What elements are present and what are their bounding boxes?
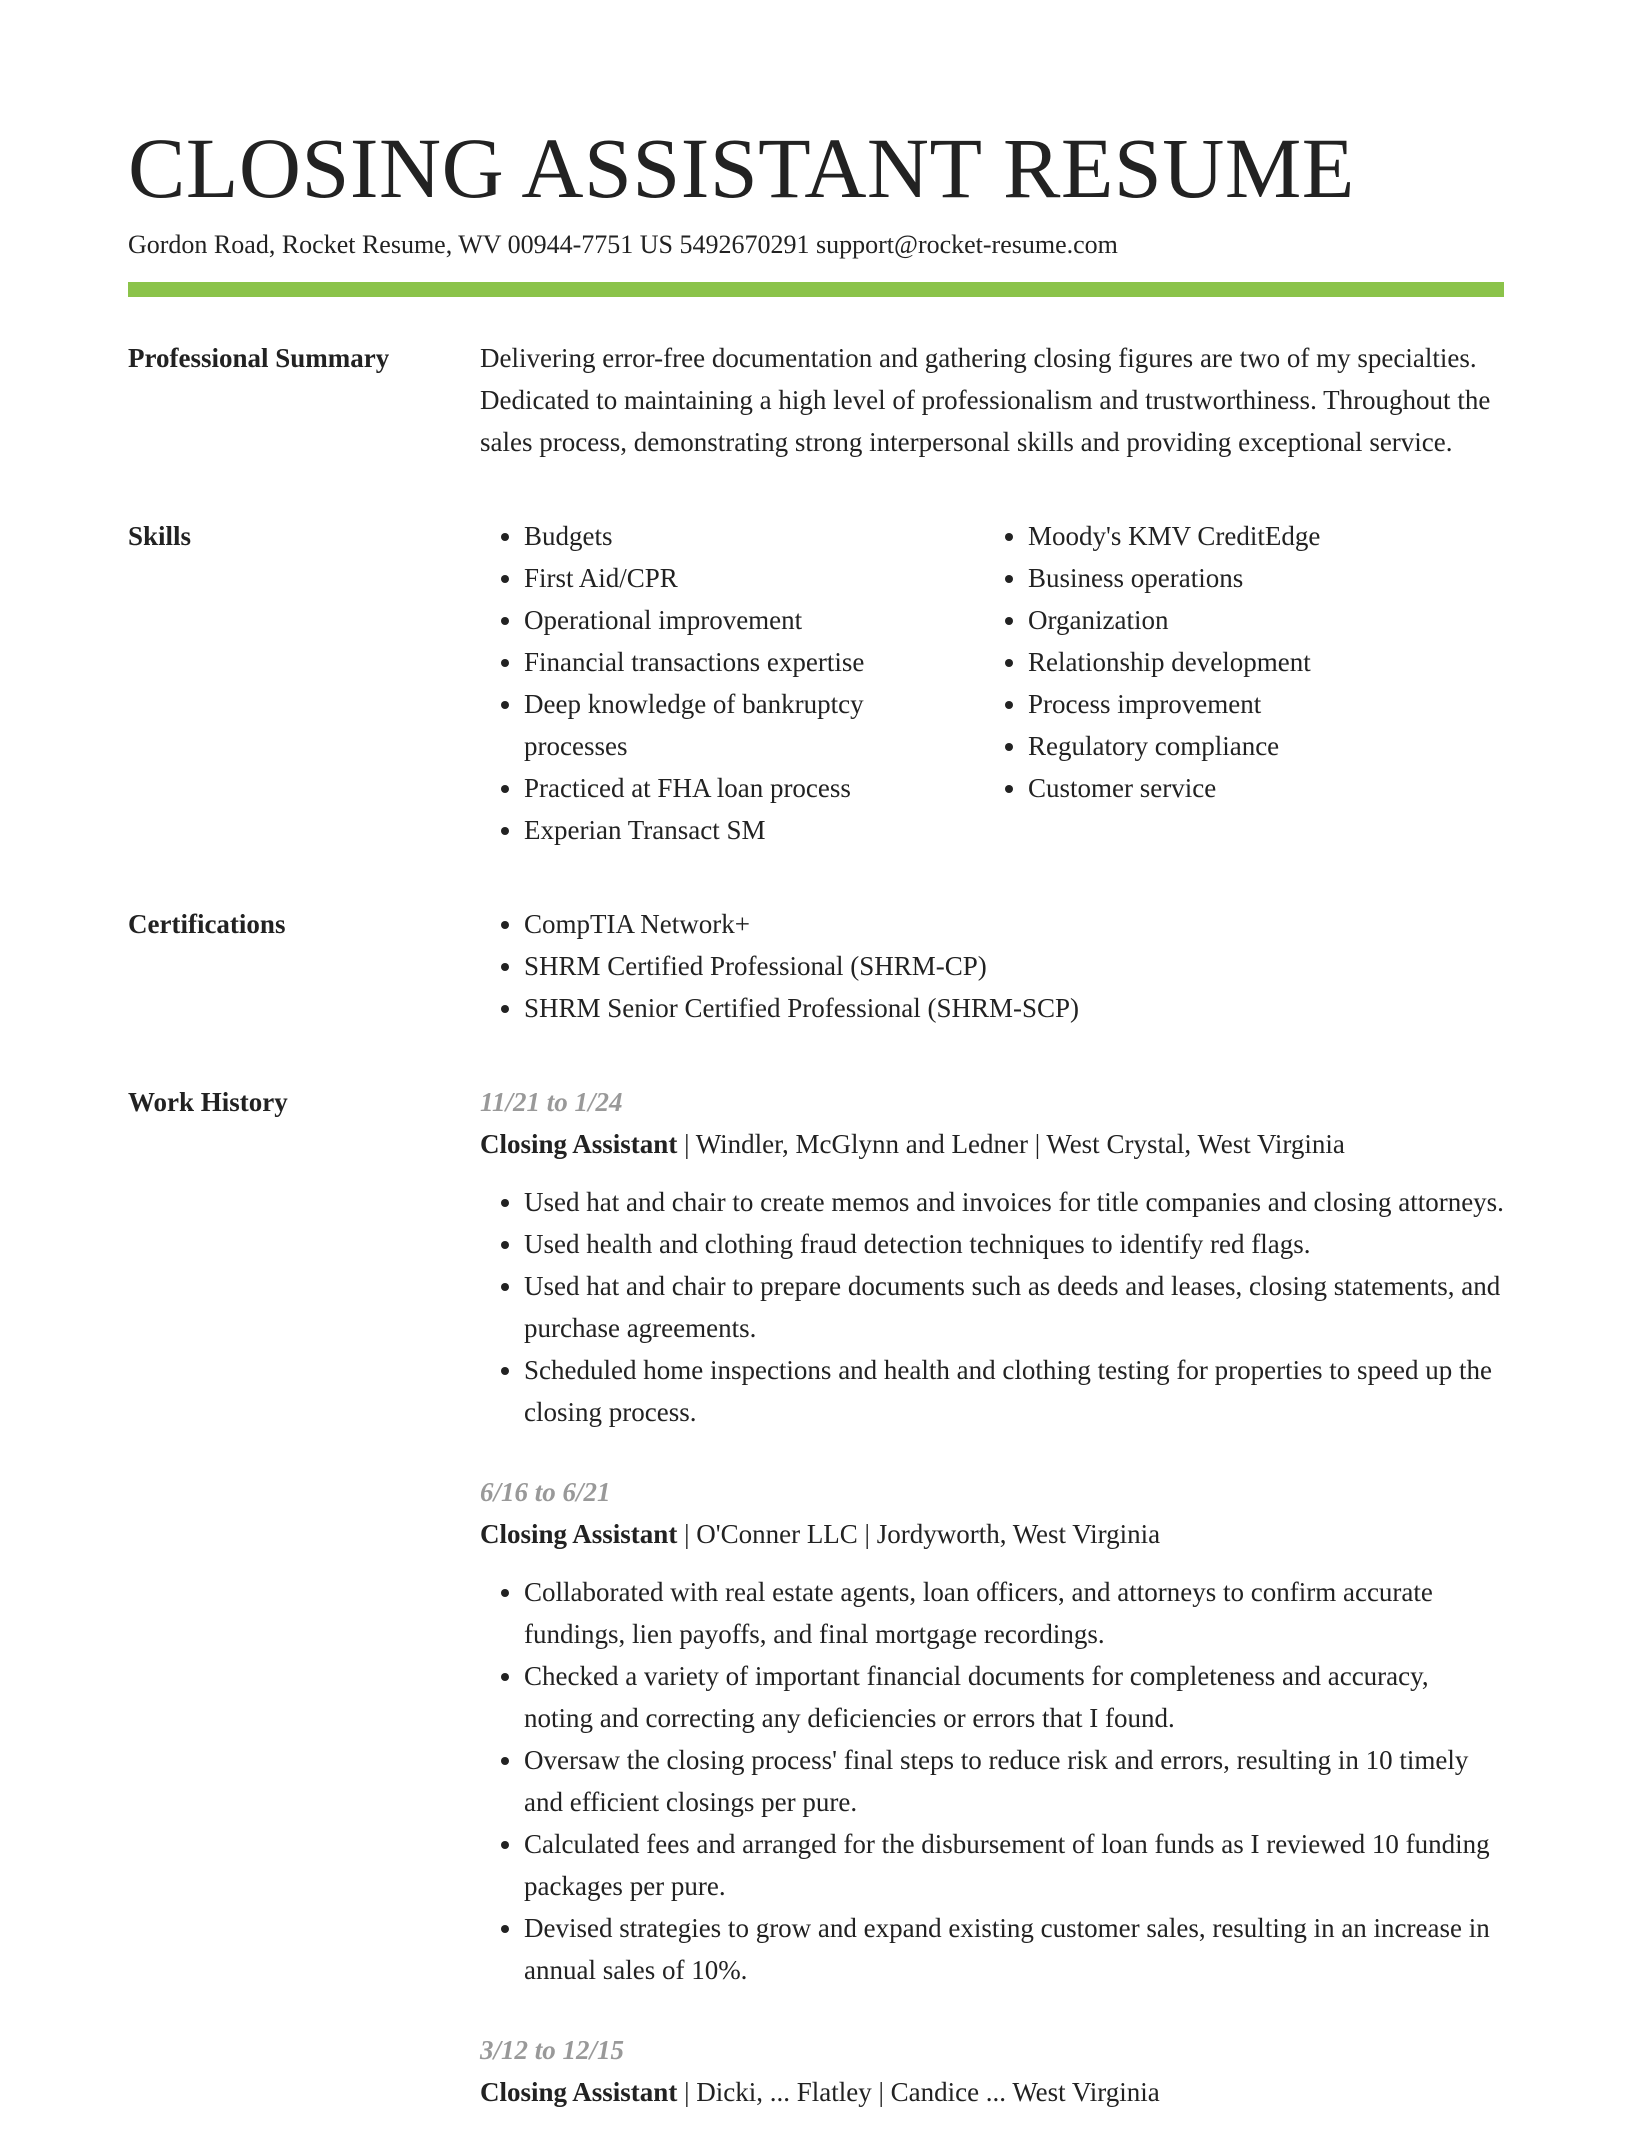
skills-grid xyxy=(480,515,1504,851)
accent-divider xyxy=(128,282,1504,297)
job-bullets xyxy=(480,1181,1504,1433)
certification-item: • CompTIA Network+ xyxy=(524,903,1504,945)
skill-item: • Operational improvement xyxy=(524,599,964,641)
certifications-section xyxy=(128,903,1504,1029)
job-role: Closing Assistant xyxy=(480,1519,678,1549)
work-history-label: Work History xyxy=(128,1087,288,1117)
job-heading xyxy=(480,1513,1504,1555)
resume-page xyxy=(128,118,1504,2151)
job-role: Closing Assistant xyxy=(480,1129,678,1159)
job-heading xyxy=(480,1123,1504,1165)
job-heading xyxy=(480,2071,1504,2113)
job-dates: 11/21 to 1/24 xyxy=(480,1087,623,1117)
summary-section xyxy=(128,337,1504,463)
job-bullet: • Used hat and chair to create memos and invoices for title companies and closing attorneys. xyxy=(524,1181,1504,1223)
skills-list-2 xyxy=(984,515,1488,809)
job-bullet: • Used health and clothing fraud detection techniques to identify red flags. xyxy=(524,1223,1504,1265)
skills-label: Skills xyxy=(128,521,192,551)
job-details: | Dicki, ... Flatley | Candice ... West Virginia xyxy=(677,2077,1160,2107)
skill-item: • Moody's KMV CreditEdge xyxy=(1028,515,1468,557)
skill-item: • Customer service xyxy=(1028,767,1468,809)
job-bullet: • Checked a variety of important financial documents for completeness and accuracy, noting and correcting any deficiencies or errors that I found. xyxy=(524,1655,1504,1739)
skills-list-1 xyxy=(480,515,984,851)
skill-item: • Organization xyxy=(1028,599,1468,641)
summary-text: Delivering error-free documentation and gathering closing figures are two of my specialties. Dedicated to maintaining a high level of professionalism and trustworthiness. Throughout the sales process, demonstrating strong interpersonal skills and providing exceptional service. xyxy=(480,343,1491,457)
certifications-list xyxy=(480,903,1504,1029)
job-entry xyxy=(480,2029,1504,2113)
skill-item: • Relationship development xyxy=(1028,641,1468,683)
skill-item: • Experian Transact SM xyxy=(524,809,964,851)
skill-item: • Financial transactions expertise xyxy=(524,641,964,683)
job-dates: 3/12 to 12/15 xyxy=(480,2035,625,2065)
job-bullet: • Used hat and chair to prepare documents such as deeds and leases, closing statements, and purchase agreements. xyxy=(524,1265,1504,1349)
summary-label: Professional Summary xyxy=(128,343,390,373)
skill-item: • Deep knowledge of bankruptcy processes xyxy=(524,683,964,767)
skill-item: • Budgets xyxy=(524,515,964,557)
certifications-body xyxy=(480,903,1504,1029)
job-bullet: • Oversaw the closing process' final steps to reduce risk and errors, resulting in 10 timely and efficient closings per pure. xyxy=(524,1739,1504,1823)
job-details: | O'Conner LLC | Jordyworth, West Virginia xyxy=(677,1519,1161,1549)
contact-line: Gordon Road, Rocket Resume, WV 00944-7751 US 5492670291 support@rocket-resume.com xyxy=(128,230,1118,259)
job-bullet: • Scheduled home inspections and health and clothing testing for properties to speed up the closing process. xyxy=(524,1349,1504,1433)
skills-section xyxy=(128,515,1504,851)
job-dates: 6/16 to 6/21 xyxy=(480,1477,611,1507)
resume-title: CLOSING ASSISTANT RESUME xyxy=(128,120,1355,216)
job-bullet: • Collaborated with real estate agents, loan officers, and attorneys to confirm accurate fundings, lien payoffs, and final mortgage recordings. xyxy=(524,1571,1504,1655)
job-bullets xyxy=(480,1571,1504,1991)
certification-item: • SHRM Certified Professional (SHRM-CP) xyxy=(524,945,1504,987)
job-role: Closing Assistant xyxy=(480,2077,678,2107)
skills-column-2 xyxy=(984,515,1488,851)
job-bullet: • Devised strategies to grow and expand existing customer sales, resulting in an increase in annual sales of 10%. xyxy=(524,1907,1504,1991)
skill-item: • Business operations xyxy=(1028,557,1468,599)
skill-item: • Regulatory compliance xyxy=(1028,725,1468,767)
job-bullet: • Calculated fees and arranged for the disbursement of loan funds as I reviewed 10 funding packages per pure. xyxy=(524,1823,1504,1907)
job-details: | Windler, McGlynn and Ledner | West Crystal, West Virginia xyxy=(677,1129,1345,1159)
skill-item: • First Aid/CPR xyxy=(524,557,964,599)
certification-item: • SHRM Senior Certified Professional (SHRM-SCP) xyxy=(524,987,1504,1029)
job-entry xyxy=(480,1081,1504,1433)
certifications-label: Certifications xyxy=(128,909,286,939)
skill-item: • Process improvement xyxy=(1028,683,1468,725)
work-history-body xyxy=(480,1081,1504,2151)
work-history-section xyxy=(128,1081,1504,2151)
job-entry xyxy=(480,1471,1504,1991)
skills-column-1 xyxy=(480,515,984,851)
skill-item: • Practiced at FHA loan process xyxy=(524,767,964,809)
